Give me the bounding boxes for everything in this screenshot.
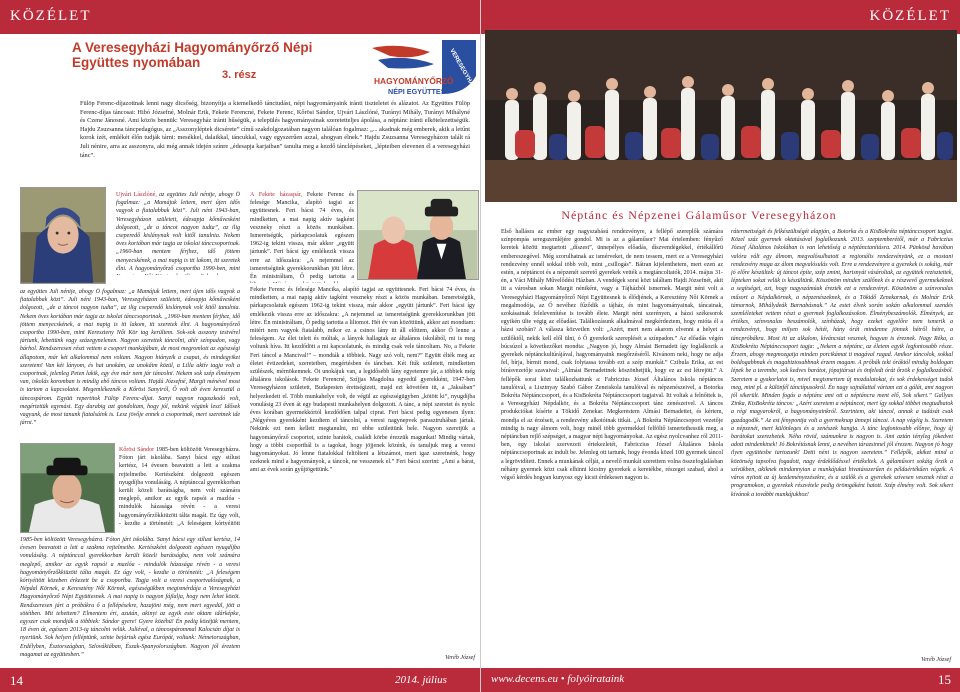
svg-text:VERESEGYHÁZ: VERESEGYHÁZ xyxy=(448,48,477,91)
footer-left xyxy=(0,668,480,692)
section-title: Néptánc és Népzenei Gálaműsor Veresegyházon xyxy=(561,208,837,222)
column-korosi xyxy=(119,446,240,526)
svg-text:NÉPI EGYÜTTES: NÉPI EGYÜTTES xyxy=(388,87,446,96)
right-page xyxy=(480,0,960,692)
page-number-left: 14 xyxy=(10,673,23,688)
column-fekete xyxy=(250,191,354,283)
section-header-left: KÖZÉLET xyxy=(0,0,480,34)
column-ujvari-cont xyxy=(20,288,240,440)
photo-folk-dance-group xyxy=(485,30,957,202)
article-part: 3. rész xyxy=(222,69,257,81)
photo-fekete-couple xyxy=(357,190,479,280)
svg-text:HAGYOMÁNYŐRZŐ: HAGYOMÁNYŐRZŐ xyxy=(374,76,454,86)
page-number-right: 15 xyxy=(938,672,951,687)
text-ujvari-cont: az együttes Juli nénije, ahogy Ő fogalmaz: „a Mamájuk lettem, mert újen idős vagyok a fiatalabbak közt”. Juli néni 1943-ban, Veresegyházon született, édesapja kőművesként dolgozott, „de a táncot nagyon tudta”, az ilig cseperedő kislánynak volt kitől tanulnia. Nekem öves koriában már tagja az iskolai tánccsoportnak. „1960-ban mentem férjhez, idő jöttem menyecskének, a mai napig is itt lakom, itt szeretek élni. A hagyományőrző csoportba 1990-ben, mint Kereszteny Női Kör tag kerültem. Sok-sok asszony testvérel jártunk, lebettünk vagy százegynelenen. Nagyon szerettek táncolni, ahír színpadon, vagy bárhol. Rendszeresen részt vettem a csoport munkájában, de most megromlott az egészségi állapotom, már két alkalommal nem voltam. Nagyon hiányzik a csapat, és mindegyiket szeretem! Van két lányom, és hat unokám, az unokáim közül, a Lilla aktív tagja volt a csoportnak, jelenleg Peten lakik, egy éve már nem jár táncolni. Nekem sok szép élményem van, iskolás koromban is mindig ebő táncos voltam. Hajdú Józsefné, Margit ménével most is tartom a kapcsolatot. Megemlékeznék a Kőrösi Sanyiról, Ő volt ab éven keresztül a táncospárom. Együtt repertitok Fülöp Ferenc-díjat. Sanyi nagyon ragaszkodó volt, megértettük egymást. Egy darabig azt gondoltam, hogy jól, nekünk végünk lesz! Idősek vagyunk, de most tanunk fiatalsáink is. Lesz jövője ennek a csoportnak, mert szeretnek ide járni.” xyxy=(20,289,240,427)
text-korosi-cont: 1985-ben költözött Veresegyházra. Fóton járt iskolába. Sanyi bácsi egy stílust kertész, 14 évesen beavatott a lett a szakma rejtelmeibe. Kertészként dolgozott egészen nyugdíjba vonulásáig. A néptánccal gyerekkorban került közeli barátságba, nem volt számára meglepő, amikor az egyik rapsói a mazlóa - mindulók házasága révén - a veresi hagyományőrzőkkiüzött tálta magát. Ez úgy volt, - kezdte a történetét: „A feleségem kórtyéitött közeben érkezett be a csoportba. Tagja volt a veresi csoportvalóságnak, a Népdal Körnek, a Keresztény Női Körnek, egészségükben megismérdája a Veresegyházi Hagyományőrző Népi Együttesnek. A mai napig is nagyon fájlalja, hogy nem lehet közöt. Rendszeresen járt a próbákra ő a fellépésekre, hazajöni még, nem mert egyedül, jött a sötétben. Mit tehettem? Elmentem ért, azután, akinyi az egyik este oktam idárképke, egyszer csak mondják a többiek: Sándor gyere! Gyere közéhü! Én pedig közéjük mentem, 18 éven át, egészen 2013-ig táncolni velük. Juliéval, a táncospárommal Kalocsán díjat is nyertünk. Sok helyen felléptünk, szinte bejártuk egész Európát, voltunk: Németországban, Erdélyben, Észtországban, Szlovákiában, Észak-Spanyolországban. Nagyon jól éreztem magamat az együttesben.” xyxy=(20,537,240,658)
lead-ujvari: Ujvári Lászlóné, xyxy=(116,192,157,198)
text-fekete-cont: Fekete Ferenc és felesége Mancika, alapító tagjai az együttesnek. Feri bácsi 74 éves, és mindketten, a mai napig aktív tagként veszneky részt a közös munkában. Ismeretségük, párkapcsolatuk egészen 1962-ig tekint vissza, már akkor „együtt jártunk”. Feri bácsi így emlékezik vissza erre az időszakra: „A nejemmel az ismeretségünk gyerekkorunkban jött létre. Én ministráltam, Ő pedig tartotta a liliomot. Hét év van közöttünk, akkor azt mondtam: mitért nem vagyok fiatalabb, mikor ez a csinos lány itt áll előttem, akkor Ő lenne a feleségem. Az élet telett és múltak, a lányok hallagtak az általános iskolából, mi is meg voltunk híva. Itt kezdődött a mi kapcsolatunk, és mindig csak vele táncoltam. No, a Fekete Feri táncol a Mancival!” – mondták a többiek. Nagy szó volt, nem?” Együtt élték meg az életet évtizedeket, szeretetben, megértésben és táncban. Két fiúk született, mindketten szülészek, mérnökemnek. Öt unokájuk van, a legidősebb lány egyetemre jár, a többiek még általános iskolások. Fekete Ferencné, Szíjjas Magdolna egyedül gyerekként, 1947-ben Veresegyházon született, Budapesten érettségizett, majd ezt követően itt, a „Jaksában” helyezkedett el. Több munkahelye volt, de végül az egészségügyben „kötött ki”, nyugdíjba vonulásig 23 éven át egy budapesti munkahelyen dolgozott. A tánc, a népi szeretet és nyolc éves korában gyermekkórtól kezdődően talpal ciprat. Feri bácsi pedig egyenesen ilyen: „Négyéves gyerekként kezdtem el táncolni, a veresi nagynepvek parasztruhában jártak. Nekünk ezt nem kellett megtanulni, mi ebbe születtünk bele. Nagyon szeretjük a hagyományőrző csoportot, szinte barátok, családi körbe érezzük magunkat! Mindig vártak, hogy a többi csoportbál is a tagokat, hogy jöjjenek közénk, és tanuljuk meg a veresi hagyományokat. Jó lenne fiatalokkal feltölteni a létszámot, mert igaz szeretnénk, hogy ezeknek mind a hagyományok, a táncok, ne vesszenek el.” Feri bácsi szerint: „Ami a bárat, ami az évek során gyűjtögettünk.” xyxy=(250,287,475,474)
column-ujvari xyxy=(116,191,240,275)
lead-korosi: Kőrösi Sándor xyxy=(119,447,155,453)
intro-paragraph: Fülöp Ferenc-díjazottnak lenni nagy dicsőség, bizonyítja a kiemelkedő tánctudást, népi hagyományaink iránti tiszteletet és alázatot. Az Együttes Fülöp Ferenc-díjas táncosai: Hibó Józsefné, Molnár Erik, Fekete Ferencné, Fekete Ferenc, Kőrösi Sándor, Ujvári Lászlóné, Turányi Mihály, Turányi Mihályné és Czene Jánosné. Ami közös bennük: Veresegyház iránti hűségük, a település hagyományainak szeretetteljes ápolása, a néptánc iránti elkötelezettségük. Hajdu Zsuzsanna táncpedagógus, az „Asszonyléptek dicsérete” című szakdolgozatában nagyon találóan fogalmaz: „... akadnak még emberek, akik a letűnt korok ízét, emlékét élőn tudják tárni: mesékkel, dalaikkal, táncukkal, vagy egyszerűen azzal, ahogyan élnek.” Hajdu Zsuzsanna Veresegyházon talált rá Juli nénire, arra az asszonyra, aki még annak idején színre „édesapja karjaiban” tanulta meg a kezdő tánclépéseket, „lépteiben elevenen él a veresegyházi tánc”. xyxy=(80,100,470,159)
column-gala-1: Első hallásra az ember egy nagyszabású rendezvényre, a fellépő szereplők számára színpompás seregszemléjére gondol. Mi is az a gálaműsor? Mai értelemben: fényűző keretek között megtartott „díszest”, ünnepélyes előadás, díszvendégekkel, értékállőrü embereszegével. Még szorulhatnak az ismérveket, de nem tessem, mert ez a Veresegyházi rendezvény ennél sokkal több volt, mint „csillogás”. Bátran kijelenthetem, mert ezen az estén, a néptáncot és a népzenét szerető gyerekek vették a megtáncoltatók, 2014. május 31-én, a Váci Mihály Művelődési Házban. A vendégek sorai közt találtam Hajdi Józsefnét, akit itt a városban sokan Margit néniként, vagy a Tájházból ismernek. Margit néni volt a Veresegyházi Hagyományőrző Népi Együttesnek is élődjének, a Keresztény Női Körnek a megalmodója, az Ő nevéhez fűződik a tájház, és mint hagyományainak, táncainak, szokásainak felelevenítése is tovább élete. Margit néni szerényen, a házsi székesorok egyikén ülte végig az előadást. Találkozásunk alkalmával megkérdeztem, hogy mióta él a házsi szobán? A válasza közvetlen volt: „Azért, mert nem akarom elvenni a helyet a szülőktől, nekik kell elől ülni, ó Ő gyerekeik szereplését a színpadon.” Az előadás végén búcsúzol a következőket mondta: „Nagyon jó, hogy Almási Bernadett így foglalkozik a gyerekek néptánckultúrájával, hagyományaink megőrzéséről. Kivánom neki, hogy ne adja fel, bírja, bírmit mond, csak folytassa tovább ezt a szép munkát.” Czibula Erika, az est bírásvezetője szavaival: „Almási Bernadettnek köszönhetjük, hogy ez az est létrejött.” A fellépők sorai közt találkozhattunk a: Fabriczius József Általános Iskola néptáncos tanulóival, a Lisztnyay Szabó Gábor Zeneiskola tanulóival és népzenészeivel, a Botorka Bokréta Néptánccsoport, és a KisBokréta Néptánccsoport tagjaival. Itt voltak a felnőttek is, a Veresegyházi Népdalkör, és a Bokréta Néptánccsoport tánc zenészeivel. A táncos produkciókat kísérte a Tökidő Zenekar. Megkerestem Almási Bernadettet, és kértem, mondja el az érzéseit, a rendezvény alkotóinak titkát. „A Bokréta Néptánccsoport vezetője mindig is nagy álmom volt, hogy minél több gyermekkel felföltő ismertethessük meg, a néptáncban rejlő szépséget, a magyar népi hagyományokat. Az egész nyolcvanhez ról 2011-ben, egy iskolai szervezeti értekezletét, Fabriczius József Általános Iskola néptánccsoportnak az indult be. Jelenleg ott tartunk, hogy évonda közel 100 gyermek táncol a legrövidített. Ennek a munkának célját, a nevelő munkát szerettem volna összefoglalásban néhány gyermek közt csak elhinni kicsiny gyerekek a keretékbe, részeget szabad, ahol a végső kérdés hogyan kunyosz egy kicsit érdekesen nagyon is. xyxy=(501,229,723,482)
issue-date: 2014. július xyxy=(395,674,447,686)
lead-fekete: A Fekete házaspár, xyxy=(250,192,303,198)
signature-left: Veréb József xyxy=(445,655,475,661)
column-fekete-cont xyxy=(250,286,475,651)
column-korosi-cont xyxy=(20,536,240,664)
section-header-right: KÖZÉLET xyxy=(481,0,960,34)
article-title: A Veresegyházi Hagyományőrző Népi Együttes nyomában xyxy=(72,40,313,70)
column-gala-2: rátermettségét és felkészültségét alapján, a Botorka és a KisBokréta néptánccsoport tagjai. Közel száz gyermek oktatásával foglalkozunk. 2013. szeptemberétől, már a Fabriczius József Általános Iskolában is van lehetőség a néptánctanításra. 2014. Pünkösd havában valóra vált egy álmom, megvalósulhatott a regionális rendezvényünk, ez a mostani rendezvény maga az álom megvalósulás volt. Erre a rendezvényre a gyerekek is sokáig, már jó előre készültek: új táncot építe, szép zmint, harisnyát vásároltak, az együttek rezisztettek, lépteken sokat velük is készültünk. Köszönöm minden szülőnek és a részvevő gyermekeknek a segítséget, azt, hogy nagyszámúak érezték ezt a rendezvényt. Köszönöm a színvonalas műsort a Népdalkörnek, a népzenészeknek, és a Tökidő Zenekarnak, és Molnár Erik támarnok, Mihálydeák Barnabásnak.” Az estet élvek során sokán alkalommal szendés szemléleteket vettem részt a gyermek foglalkozásokon. Élménybeszámolók. Élmények, az értékes, színvonalas beszámolók, színházak, hogy ezeket egyelőre nem ismerik a rendezvényt, hogy milyen sok hétét, hány órát mindenne jönnek hétről hétre, a táncpróbákra. Most itt az alkalom, kíváncsiat vesznek, hogyan is éreznek. Nagy Réka, a KisBokréta Néptánccsoport tagja: „Nekem a néptánc, az életem egyik legfontosabb része. Érzem, ahogy megmozgatja minden porcikámat ti magával ragad. Amikor táncolok, sokkal boldogabbnak és magabiztosabbnak érzem magam. A próbák teki óráktól mindig boldogan lépek be a terembe, sok kedves barátot, jópajtársat és önfeledt órát őrzök e foglalkozásból. Szeretem a gyakorlatot is, mivel megismertem új mozdulatokat, és sok érdekességet tudok meg, mint pl. a különfél tánctípusokról. Én nagy sajnálattal vártam ezt a gálát, ami nagyon jól sikerült. Minden fogás a néptánc ami ott a néptáncra ment elő, Sok sikert.” Gallyas Zinka, KisBokréta táncos: „Azért szeretem a néptáncot, mert így sokkal többet megtudhatok a régi magyarokról, a hagyományainkról. Szerintem, aki táncol, annak a tudását csak gazdagodik.” Az est fénypontja volt a gyermeknap ünnepi táncai. A nap végéig is. Szeretem a népzenét, mert különleges és a zenészek hangja. A tánc legfontosabb előnye, hogy új barátokat szerezhetek. Néha rövid, számunkra is nagyon is. Ami aztán tényleg jókedvet adott mindenkinek! Jó Bokrétásnak lenni, a nevében tárazsinnel jól érezem. Nagyon jó hogy ilyen együttesbe tartozunk! Detti néni is nagyon szeretem.” Fellépők, akiket mind a közönség tapsolva fogadott, nagy érdeklődéssel értékeltek. A gálaműsort sokáig őrzik a szívükben, akiknek mindannyian a munkájukat hivatásszerűen és példaértékűen végzik. A város nyitott az új kezdeményezésekre, és a szülők és a gyerekek szívesen vesznek részt a programokon, a gyerekek részvétele pedig örömgáként hatott. Szép élmény volt. Sok sikert kívánok a további munkájukhoz! xyxy=(731,229,953,498)
text-korosi: 1985-ben költözött Veresegyházra. Fóton járt iskolába. Sanyi bácsi egy stílust kertész, 14 évesen beavatott a lett a szakma rejtelmeibe. Kertészként dolgozott egészen nyugdíjba vonulásáig. A néptánccal gyerekkorban került közeli barátságba, nem volt számára meglepő, amikor az egyik rapsói a mazlóa - mindulók házasága révén - a veresi hagyományőrzőkkiüzött tálta magát. Ez úgy volt, - kezdte a történetét: „A feleségem kórtyéitött xyxy=(119,447,240,526)
text-ujvari: az együttes Juli nénije, ahogy Ő fogalmaz: „a Mamájuk lettem, mert újen idős vagyok a fiatalabbak közt”. Juli néni 1943-ban, Veresegyházon született, édesapja kőművesként dolgozott, „de a táncot nagyon tudta”, az ilig cseperedő kislánynak volt kitől tanulnia. Nekem öves koriában már tagja az iskolai tánccsoportnak. „1960-ban mentem férjhez, idő jöttem menyecskének, a mai napig is itt lakom, itt szeretek élni. A hagyományőrző csoportba 1990-ben, mint xyxy=(116,192,240,272)
footer-website[interactable]: www.decens.eu • folyóirataink xyxy=(491,673,625,685)
photo-korosi-sandor xyxy=(20,443,115,533)
footer-right xyxy=(481,668,960,692)
photo-ujvari-laszlone xyxy=(20,187,106,284)
text-fekete: Fekete Ferenc és felesége Mancika, alapító tagjai az együttesnek. Feri bácsi 74 éves, és mindketten, a mai napig aktív tagként veszneky részt a közös munkában. Ismeretségük, párkapcsolatuk egészen 1962-ig tekint vissza, már akkor „együtt jártunk”. Feri bácsi így emlékezik vissza erre az időszakra: „A nejemmel az ismeretségünk gyerekkorunkban jött létre. Én ministráltam, Ő pedig tartotta a xyxy=(250,192,354,281)
signature-right: Veréb József xyxy=(921,657,951,663)
ensemble-logo xyxy=(370,36,478,102)
